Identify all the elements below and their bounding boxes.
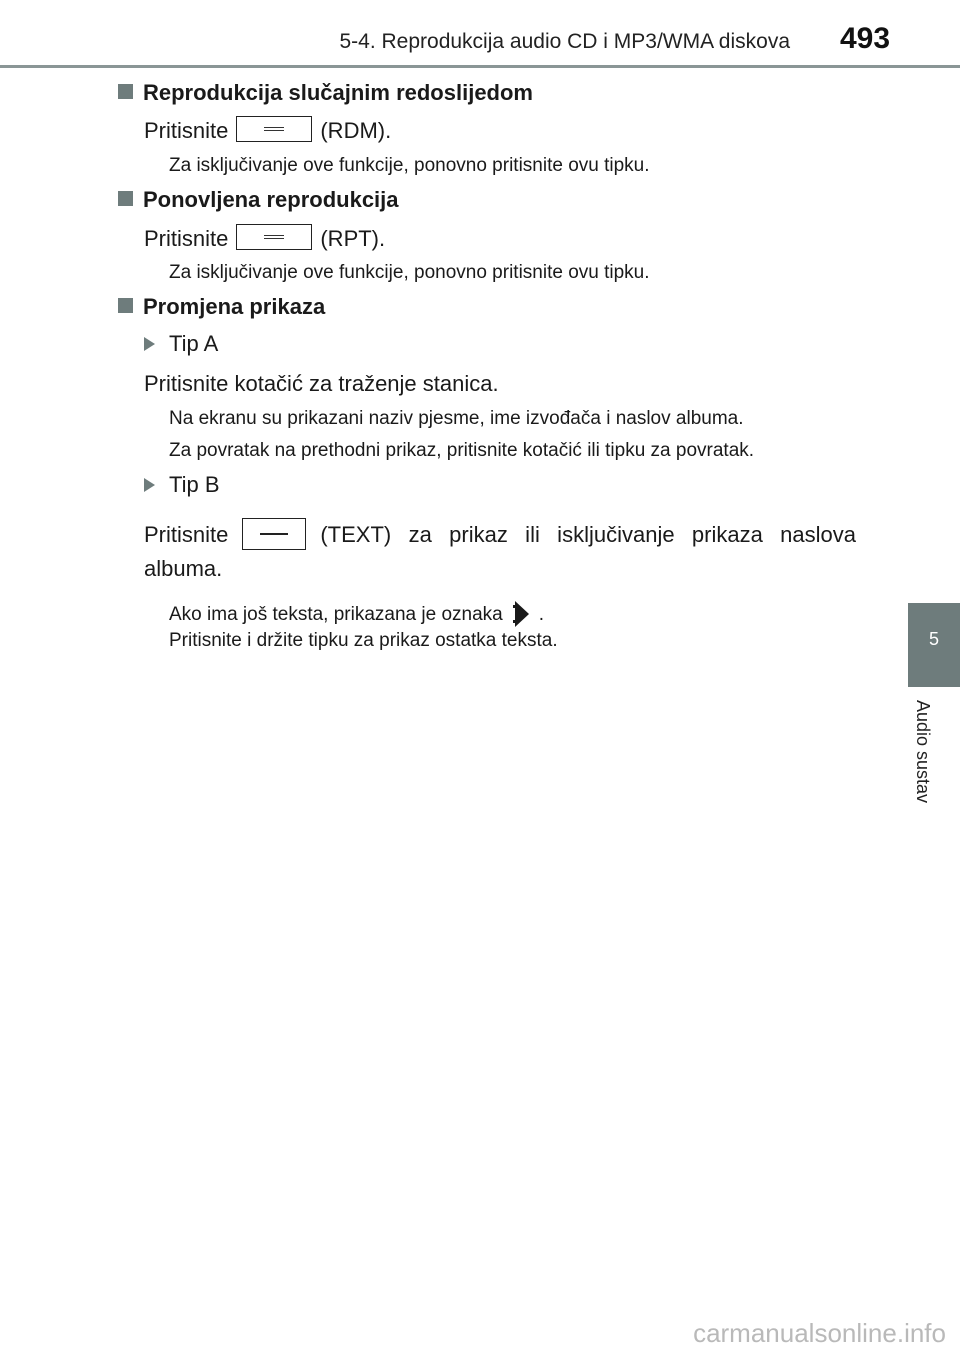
- chapter-number: 5: [928, 629, 939, 649]
- text-button-icon: [242, 518, 306, 550]
- watermark: carmanualsonline.info: [693, 1318, 946, 1348]
- type-a-label: Tip A: [144, 331, 218, 357]
- square-bullet-icon: [118, 84, 133, 99]
- type-a-note-2: Za povratak na prethodni prikaz, pritisnite kotačić ili tipku za povratak.: [169, 440, 755, 461]
- heading-repeat: Ponovljena reprodukcija: [118, 187, 399, 213]
- rpt-button-icon: [236, 224, 312, 250]
- random-instruction: Pritisnite (RDM).: [144, 118, 392, 143]
- repeat-note: Za isključivanje ove funkcije, ponovno pritisnite ovu tipku.: [169, 262, 650, 283]
- type-b-instruction: Pritisnite (TEXT) za prikaz ili isključivanje prikaza naslova albuma.: [144, 518, 856, 586]
- running-header: 5-4. Reprodukcija audio CD i MP3/WMA diskova: [339, 30, 790, 53]
- chapter-tab: [908, 603, 960, 687]
- repeat-instruction: Pritisnite (RPT).: [144, 226, 386, 251]
- type-b-note-1: Ako ima još teksta, prikazana je oznaka .: [169, 599, 544, 629]
- more-text-marker-icon: [511, 599, 533, 629]
- triangle-bullet-icon: [144, 337, 155, 351]
- type-b-note-2: Pritisnite i držite tipku za prikaz ostatka teksta.: [169, 630, 558, 651]
- square-bullet-icon: [118, 191, 133, 206]
- page-number: 493: [840, 22, 891, 55]
- heading-random: Reprodukcija slučajnim redoslijedom: [118, 80, 533, 106]
- chapter-label: Audio sustav: [913, 700, 933, 804]
- header-divider: [0, 65, 960, 68]
- random-note: Za isključivanje ove funkcije, ponovno pritisnite ovu tipku.: [169, 155, 650, 176]
- heading-display: Promjena prikaza: [118, 294, 325, 320]
- square-bullet-icon: [118, 298, 133, 313]
- type-a-note-1: Na ekranu su prikazani naziv pjesme, ime izvođača i naslov albuma.: [169, 408, 744, 429]
- triangle-bullet-icon: [144, 478, 155, 492]
- type-b-label: Tip B: [144, 472, 220, 498]
- type-a-instruction: Pritisnite kotačić za traženje stanica.: [144, 371, 499, 396]
- rdm-button-icon: [236, 116, 312, 142]
